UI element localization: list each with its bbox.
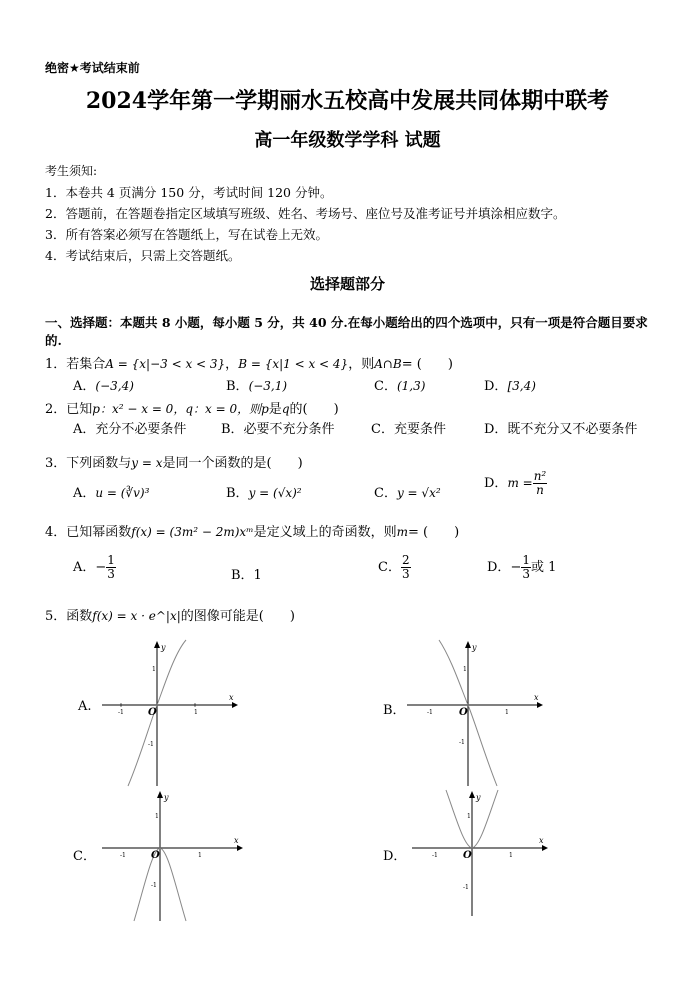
svg-text:1: 1 (467, 813, 471, 820)
notice-item: 1．本卷共 4 页满分 150 分，考试时间 120 分钟。 (45, 185, 333, 200)
svg-text:y: y (164, 793, 169, 802)
svg-text:x: x (234, 836, 239, 845)
graph-option-b (405, 638, 545, 788)
q5-option-c-label: C． (73, 849, 96, 864)
svg-text:1: 1 (198, 852, 202, 859)
svg-text:x: x (539, 836, 544, 845)
q5-option-d-label: D． (383, 849, 407, 864)
svg-text:O: O (148, 707, 157, 718)
graph-option-d (410, 788, 550, 918)
svg-text:-1: -1 (432, 852, 438, 859)
svg-text:-1: -1 (118, 709, 124, 716)
svg-text:O: O (151, 850, 160, 861)
q5-option-b-label: B． (383, 703, 406, 718)
question-1-stem: 1．若集合A = {x|−3 < x < 3}，B = {x|1 < x < 4}，则A∩B= ( ) (45, 357, 453, 372)
q4-option-b: B．1 (231, 568, 262, 583)
svg-text:-1: -1 (151, 882, 157, 889)
question-2-stem: 2．已知p：x² − x = 0，q：x = 0，则p是q的( ) (45, 402, 339, 417)
svg-text:1: 1 (509, 852, 513, 859)
svg-text:y: y (472, 643, 477, 652)
svg-text:x: x (534, 693, 539, 702)
svg-text:1: 1 (155, 813, 159, 820)
notice-item: 4．考试结束后，只需上交答题纸。 (45, 248, 241, 263)
q1-option-d: D．[3,4) (484, 379, 536, 394)
svg-text:-1: -1 (148, 741, 154, 748)
svg-text:-1: -1 (120, 852, 126, 859)
set-b: B = {x|1 < x < 4} (238, 357, 349, 371)
graph-option-a (100, 638, 240, 788)
svg-text:1: 1 (152, 666, 156, 673)
set-a: A = {x|−3 < x < 3} (105, 357, 226, 371)
q4-option-a: A．− $\frac{1}{3}$ (73, 553, 115, 581)
question-4-stem: 4．已知幂函数f(x) = (3m² − 2m)xᵐ是定义域上的奇函数，则m= ( ) (45, 525, 460, 540)
section-instructions: 一、选择题：本题共 8 小题，每小题 5 分，共 40 分.在每小题给出的四个选项中，只有一项是符合题目要求的. (45, 315, 648, 348)
q1-option-c: C．(1,3) (374, 379, 426, 394)
confidential-mark: 绝密★考试结束前 (45, 61, 140, 75)
question-3-stem: 3．下列函数与y = x是同一个函数的是( ) (45, 456, 303, 471)
svg-text:1: 1 (505, 709, 509, 716)
q2-option-d: D．既不充分又不必要条件 (484, 422, 638, 437)
fraction: $\frac{\text{n²}}{n}$ (533, 469, 547, 497)
exam-subtitle: 高一年级数学学科 试题 (254, 130, 441, 151)
graph-option-c (100, 788, 245, 923)
q1-option-a: A．(−3,4) (73, 379, 134, 394)
svg-text:x: x (229, 693, 234, 702)
q3-option-a: A．u = (∛v)³ (73, 486, 150, 501)
q4-option-d: D．− $\frac{1}{3}$ 或 1 (487, 553, 557, 581)
svg-text:O: O (463, 850, 472, 861)
q2-option-a: A．充分不必要条件 (73, 422, 187, 437)
svg-text:-1: -1 (459, 739, 465, 746)
svg-text:O: O (459, 707, 468, 718)
notice-item: 3．所有答案必须写在答题纸上，写在试卷上无效。 (45, 227, 328, 242)
q2-option-c: C．充要条件 (371, 422, 446, 437)
q1-option-b: B．(−3,1) (226, 379, 288, 394)
svg-text:-1: -1 (427, 709, 433, 716)
question-5-stem: 5．函数f(x) = x · e^|x|的图像可能是( ) (45, 609, 295, 624)
svg-text:1: 1 (194, 709, 198, 716)
notice-item: 2．答题前，在答题卷指定区域填写班级、姓名、考场号、座位号及准考证号并填涂相应数字。 (45, 206, 566, 221)
q3-option-d: D．m = $\frac{\text{n²}}{n}$ (484, 469, 547, 497)
section-title: 选择题部分 (309, 275, 385, 293)
q2-option-b: B．必要不充分条件 (221, 422, 335, 437)
q5-option-a-label: A. (78, 699, 92, 714)
q4-option-c: C． $\frac{2}{3}$ (378, 553, 410, 581)
svg-text:y: y (161, 643, 166, 652)
svg-text:1: 1 (463, 666, 467, 673)
svg-text:y: y (476, 793, 481, 802)
svg-text:-1: -1 (463, 884, 469, 891)
q3-option-c: C．y = √x² (374, 486, 441, 501)
notice-heading: 考生须知: (45, 164, 98, 178)
q3-option-b: B．y = (√x)² (226, 486, 302, 501)
exam-title: 2024学年第一学期丽水五校高中发展共同体期中联考 (85, 88, 610, 114)
